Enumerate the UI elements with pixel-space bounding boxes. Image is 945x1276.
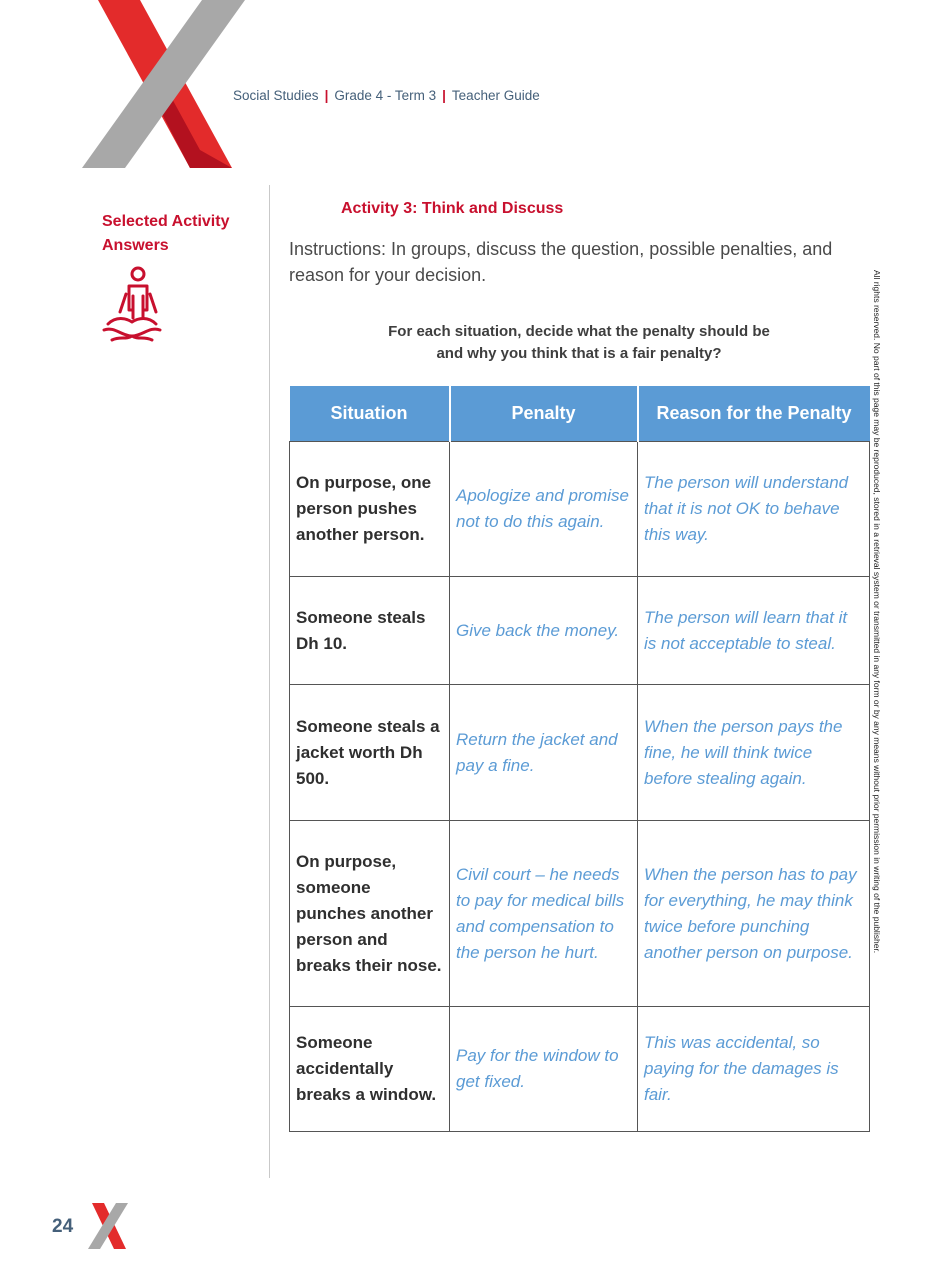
column-divider bbox=[269, 185, 270, 1178]
penalty-cell: Apologize and promise not to do this again. bbox=[450, 442, 638, 577]
penalty-cell: Civil court – he needs to pay for medical bills and compensation to the person he hurt. bbox=[450, 821, 638, 1007]
penalty-cell: Give back the money. bbox=[450, 577, 638, 685]
header-subject: Social Studies bbox=[233, 88, 319, 103]
header-grade-term: Grade 4 - Term 3 bbox=[334, 88, 437, 103]
table-row bbox=[290, 1007, 870, 1132]
table-row bbox=[290, 577, 870, 685]
column-header-penalty: Penalty bbox=[450, 386, 638, 442]
question-line-2: and why you think that is a fair penalty? bbox=[436, 345, 722, 362]
column-header-reason: Reason for the Penalty bbox=[638, 386, 870, 442]
header-separator: | bbox=[442, 88, 446, 103]
reason-cell: The person will learn that it is not acceptable to steal. bbox=[638, 577, 870, 685]
table-row bbox=[290, 821, 870, 1007]
reason-cell: This was accidental, so paying for the damages is fair. bbox=[638, 1007, 870, 1132]
situation-cell: Someone steals Dh 10. bbox=[290, 577, 450, 685]
situation-cell: On purpose, one person pushes another person. bbox=[290, 442, 450, 577]
running-header bbox=[233, 88, 540, 103]
question-line-1: For each situation, decide what the penalty should be bbox=[388, 323, 770, 340]
situation-cell: Someone accidentally breaks a window. bbox=[290, 1007, 450, 1132]
table-row bbox=[290, 685, 870, 821]
table-row bbox=[290, 442, 870, 577]
meditating-person-icon bbox=[98, 264, 168, 350]
brand-logo-icon bbox=[80, 0, 250, 168]
penalty-table bbox=[289, 386, 870, 1132]
activity-instructions: Instructions: In groups, discuss the question, possible penalties, and reason for your decision. bbox=[289, 239, 833, 285]
column-header-situation: Situation bbox=[290, 386, 450, 442]
situation-cell: On purpose, someone punches another person and breaks their nose. bbox=[290, 821, 450, 1007]
page-number: 24 bbox=[52, 1216, 74, 1237]
activity-title: Activity 3: Think and Discuss bbox=[341, 200, 564, 217]
header-separator: | bbox=[324, 88, 329, 103]
reason-cell: When the person has to pay for everything, he may think twice before punching another person on purpose. bbox=[638, 821, 870, 1007]
brand-logo-small-icon bbox=[88, 1203, 128, 1249]
reason-cell: The person will understand that it is not OK to behave this way. bbox=[638, 442, 870, 577]
copyright-text: All rights reserved. No part of this page may be reproduced, stored in a retrieval system or transmitted in any form or by any means without prior permission in writing of the publisher. bbox=[872, 270, 882, 954]
situation-cell: Someone steals a jacket worth Dh 500. bbox=[290, 685, 450, 821]
activity-question bbox=[289, 321, 869, 365]
reason-cell: When the person pays the fine, he will think twice before stealing again. bbox=[638, 685, 870, 821]
copyright-notice bbox=[870, 270, 882, 1010]
sidebar-title-line1: Selected Activity bbox=[102, 213, 230, 230]
table-header-row bbox=[290, 386, 870, 442]
sidebar-title-line2: Answers bbox=[102, 237, 169, 254]
penalty-cell: Return the jacket and pay a fine. bbox=[450, 685, 638, 821]
sidebar-title bbox=[102, 210, 262, 258]
penalty-cell: Pay for the window to get fixed. bbox=[450, 1007, 638, 1132]
header-guide: Teacher Guide bbox=[451, 88, 540, 103]
